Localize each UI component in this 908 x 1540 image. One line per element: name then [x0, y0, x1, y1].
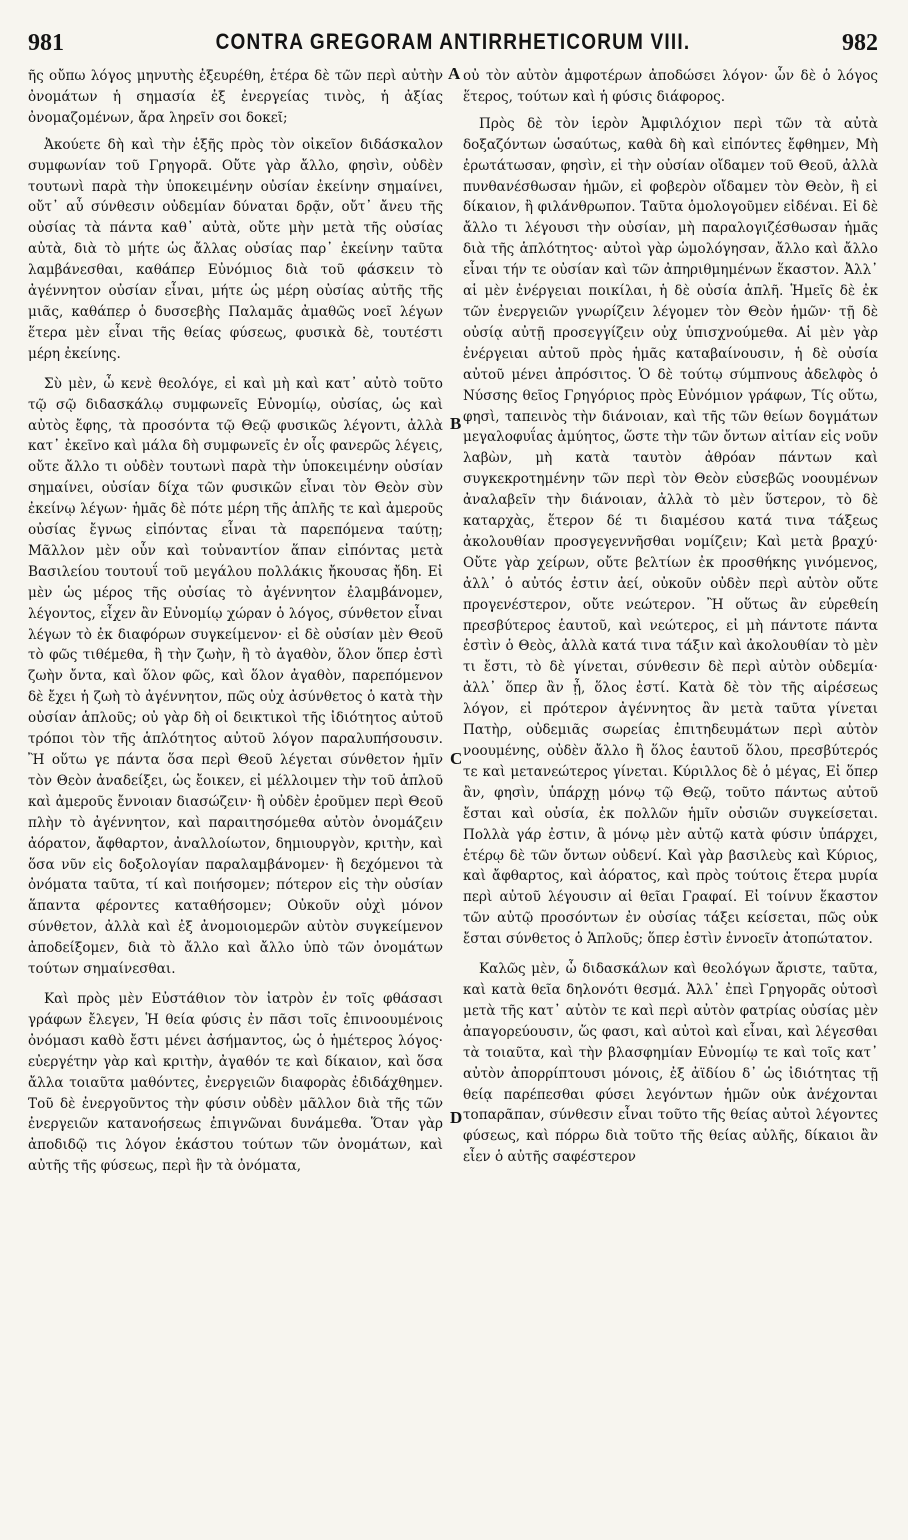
left-paragraph-2: Ἀκούετε δὴ καὶ τὴν ἑξῆς πρὸς τὸν οἰκεῖον διδάσκαλον συμφωνίαν τοῦ Γρηγορᾶ. Οὔτε γὰρ ἄλλο, φησὶν, οὐδὲν τουτωνὶ παρὰ τὴν ὑποκειμένην οὐσίαν ἐκείνην σημαίνει, οὔτ᾿ αὖ σύνθεσιν οὐδεμίαν δύναται δρᾷν, οὔτ᾿ ἄνευ τῆς οὐσίας τὰ πάντα καθ᾿ αὐτὰ, οὔτε μὴν μετὰ τῆς οὐσίας αὐτὰ, διὰ τὸ μήτε ὡς ἄλλας οὐσίας παρ᾿ ἐκείνην ταῦτα λαμβάνεσθαι, καθάπερ Εὐνόμιος διὰ τοῦ φάσκειν τὸ ἀγέννητον οὐσίαν εἶναι, μήτε ὡς μέρη οὐσίας αὐτῆς τῆς μιᾶς, καθάπερ ὁ δυσσεβὴς Παλαμᾶς ἀμαθῶς νοεῖ λέγων ἕτερα μὲν εἶναι τῆς θείας φύσεως, φυσικὰ δὲ, τουτέστι μέρη ἐκείνης.: [28, 136, 443, 362]
page-number-left: 981: [28, 30, 64, 56]
section-marker-b: B: [450, 414, 462, 433]
left-paragraph-4: Καὶ πρὸς μὲν Εὐστάθιον τὸν ἰατρὸν ἐν τοῖς φθάσασι γράφων ἔλεγεν, Ἡ θεία φύσις ἐν πᾶσι τοῖς ἐπινοουμένοις ὀνόμασι καθὸ ἔστι μένει ἀσήμαντος, ὡς ὁ ἡμέτερος λόγος· εὐεργέτην γὰρ καὶ κριτὴν, ἀγαθόν τε καὶ δίκαιον, καὶ ὅσα ἄλλα τοιαῦτα μαθόντες, ἐνεργειῶν διαφορὰς ἐδιδάχθημεν. Τοῦ δὲ ἐνεργοῦντος τὴν φύσιν οὐδὲν μᾶλλον διὰ τῆς τῶν ἐνεργειῶν κατανοήσεως ἐπιγνῶναι δυνάμεθα. Ὅταν γὰρ ἀποδιδῷ τις λόγον ἑκάστου τούτων τῶν ὀνομάτων, καὶ αὐτῆς τῆς φύσεως, περὶ ἣν τὰ ὀνόματα,: [28, 990, 443, 1175]
section-marker-c: C: [450, 749, 463, 768]
right-paragraph-2: Πρὸς δὲ τὸν ἱερὸν Ἀμφιλόχιον περὶ τῶν τὰ αὐτὰ δοξαζόντων ὡσαύτως, καθὰ δὴ καὶ εἰπόντες ἔφθημεν, Μὴ ἐρωτάτωσαν, φησὶν, εἰ τὴν οὐσίαν οἴδαμεν τοῦ Θεοῦ, ἀλλὰ πυνθανέσθωσαν ἡμῶν, εἰ φοβερὸν οἴδαμεν τὸν Θεὸν, ἢ εἰ δίκαιον, ἢ φιλάνθρωπον. Ταῦτα ὁμολογοῦμεν εἰδέναι. Εἰ δὲ ἄλλο τι λέγουσι τὴν οὐσίαν, μὴ παραλογιζέσθωσαν ἡμᾶς διὰ τῆς ἁπλότητος· αὐτοὶ γὰρ ὡμολόγησαν, ἄλλο καὶ ἄλλο εἶναι τήν τε οὐσίαν καὶ τῶν ἀπηριθμημένων ἕκαστον. Ἀλλ᾿ αἱ μὲν ἐνέργειαι ποικίλαι, ἡ δὲ οὐσία ἁπλῆ. Ἡμεῖς δὲ ἐκ τῶν ἐνεργειῶν γνωρίζειν λέγομεν τὸν Θεὸν ἡμῶν· τῇ δὲ οὐσίᾳ αὐτῇ προσεγγίζειν οὐχ ὑπισχνούμεθα. Αἱ μὲν γὰρ ἐνέργειαι αὐτοῦ πρὸς ἡμᾶς καταβαίνουσιν, ἡ δὲ οὐσία αὐτοῦ μένει ἀπρόσιτος. Ὁ δὲ τούτῳ σύμπνους ἀδελφὸς ὁ Νύσσης θεῖος Γρηγόριος πρὸς Εὐνόμιον γράφων, Τίς οὕτω, φησὶ, ταπεινὸς τὴν διάνοιαν, καὶ τῆς τῶν θείων δογμάτων μεγαλοφυΐας ἀμύητος, ὥστε τὴν τῶν ὄντων αἰτίαν εἰς νοῦν λαβὼν, μὴ κατὰ ταυτὸν ἀθρόαν πάντων καὶ συγκεκροτημένην τῶν περὶ τὸν Θεὸν εὐσεβῶς νοουμένων ἀναλαβεῖν τὴν διάνοιαν, ἀλλὰ τὸ μὲν ὕστερον, τὸ δὲ καταρχὰς, ἕτερον δέ τι διαμέσου κατά τινα τάξεως ἀκολουθίαν προσγεγεννῆσθαι νομίζειν; Καὶ μετὰ βραχύ· Οὔτε γὰρ χείρων, οὔτε βελτίων ἐκ προσθήκης γινόμενος, ἀλλ᾿ ὁ αὐτός ἐστιν ἀεί, οὐκοῦν οὐδὲν περὶ αὐτὸν οὔτε προγενέστερον, οὔτε νεώτερον. Ἢ οὕτως ἂν εὑρεθείη πρεσβύτερος ἑαυτοῦ, καὶ νεώτερος, εἰ μὴ πάντοτε πάντα ἐστὶν ὁ Θεὸς, ἀλλὰ κατά τινα τάξιν καὶ ἀκολουθίαν τὸ μὲν τι ἔστι, τὸ δὲ γίνεται, σύνθεσιν δὲ περὶ αὐτὸν οὐδεμία· ἀλλ᾿ ὅπερ ἂν ᾖ, ὅλος ἐστί. Κατὰ δὲ τὸν τῆς αἱρέσεως λόγον, εἰ πρότερον ἀγέννητος ἂν μετὰ ταῦτα γίνεται Πατὴρ, οὐδεμιᾶς σωρείας ἐπιτηδευμάτων περὶ αὐτὸν νοουμένης, οὐδὲν ἄλλο ἢ ὅλος ἑαυτοῦ ὅλου, πρεσβύτερός τε καὶ μετανεώτερος γίνεται. Κύριλλος δὲ ὁ μέγας, Εἰ ὅπερ ἂν, φησὶν, ὑπάρχῃ μόνῳ τῷ Θεῷ, τοῦτο πάντως αὐτοῦ ἔσται καὶ οὐσία, ἐκ πολλῶν ἡμῖν οὐσιῶν συγκείσεται. Πολλὰ γάρ ἐστιν, ἃ μόνῳ μὲν αὐτῷ κατὰ φύσιν ὑπάρχει, ἑτέρῳ δὲ τῶν ὄντων οὐδενί. Καὶ γὰρ βασιλεὺς καὶ Κύριος, καὶ ἄφθαρτος, καὶ ἀόρατος, καὶ πρὸς τούτοις ἕτερα μυρία περὶ αὐτοῦ λέγουσιν αἱ θεῖαι Γραφαί. Εἰ τοίνυν ἕκαστον τῶν αὐτῷ προσόντων ἐν οὐσίας τάξει κείσεται, πῶς οὐκ ἔσται σύνθετος ὁ Ἁπλοῦς; ὅπερ ἐστὶν ἐννοεῖν ἀτοπώτατον.: [463, 115, 878, 948]
left-column: [28, 66, 443, 1516]
section-marker-d: D: [450, 1108, 463, 1127]
left-paragraph-3: Σὺ μὲν, ὦ κενὲ θεολόγε, εἰ καὶ μὴ καὶ κατ᾿ αὐτὸ τοῦτο τῷ σῷ διδασκάλῳ συμφωνεῖς Εὐνομίῳ, οὐσίας, ὡς καὶ αὐτὸς ἔφης, τὰ προσόντα τῷ Θεῷ φυσικῶς λέγοντι, ἀλλὰ κατ᾿ ἐκεῖνο καὶ μάλα δὴ συμφωνεῖς ἐν οἷς φανερῶς λέγεις, οὔτε ἄλλο τι οὐδὲν τουτωνὶ παρὰ τὴν ὑποκειμένην οὐσίαν σημαίνει, οὐσίαν δίχα τῶν φυσικῶν εἶναι τὸν Θεὸν σὺν ἐκείνῳ λέγων· ἡμᾶς δὲ πότε μέρη τῆς ἁπλῆς τε καὶ ἀμεροῦς οὐσίας ἔγνως εἰπόντας εἶναι τὰ παρεπόμενα ταύτῃ; Μᾶλλον μὲν οὖν καὶ τοὐναντίον ἅπαν εἰπόντας μετὰ Βασιλείου τουτουΐ τοῦ μεγάλου πολλάκις ἤκουσας ἤδη. Εἰ μὲν ὡς μέρος τῆς οὐσίας τὸ ἀγέννητον ἐλαμβάνομεν, λέγοντος, εἶχεν ἂν Εὐνομίῳ χώραν ὁ λόγος, σύνθετον εἶναι λέγων τὸ ἐκ διαφόρων συγκείμενον· εἰ δὲ οὐσίαν μὲν Θεοῦ τὸ φῶς τιθέμεθα, ἢ τὴν ζωὴν, ἢ τὸ ἀγαθὸν, ὅλον ὅπερ ἐστὶ ζωὴν ὄντα, καὶ ὅλον φῶς, καὶ ὅλον ἀγαθὸν, παρεπόμενον δὲ ἔχει ἡ ζωὴ τὸ ἀγέννητον, πῶς οὐχ ἀσύνθετος ὁ κατὰ τὴν οὐσίαν ἁπλοῦς; οὐ γὰρ δὴ οἱ δεικτικοὶ τῆς ἰδιότητος αὐτοῦ τρόποι τὸν τῆς ἁπλότητος αὐτοῦ λόγον παραλυπήσουσιν. Ἢ οὕτω γε πάντα ὅσα περὶ Θεοῦ λέγεται σύνθετον ἡμῖν τὸν Θεὸν ἀναδείξει, ὡς ἔοικεν, εἰ μέλλοιμεν τὴν τοῦ ἁπλοῦ καὶ ἀμεροῦς ἔννοιαν διασώζειν· ἢ οὐδὲν ἐροῦμεν περὶ Θεοῦ πλὴν τὸ ἀγέννητον, καὶ παραιτησόμεθα αὐτὸν ὀνομάζειν ἀόρατον, ἄφθαρτον, ἀναλλοίωτον, δημιουργὸν, κριτὴν, καὶ ὅσα νῦν εἰς δοξολογίαν παραλαμβάνομεν· ἢ δεχόμενοι τὰ ὀνόματα ταῦτα, τί καὶ ποιήσομεν; πότερον εἰς τὴν οὐσίαν ἅπαντα φέροντες καταθήσομεν; Οὐκοῦν οὐχὶ μόνον σύνθετον, ἀλλὰ καὶ ἐξ ἀνομοιομερῶν αὐτὸν συγκείμενον ἀποδείξομεν, διὰ τὸ ἄλλο καὶ ἄλλο ὑπὸ τῶν ὀνομάτων τούτων σημαίνεσθαι.: [28, 375, 443, 978]
right-paragraph-1: οὐ τὸν αὐτὸν ἀμφοτέρων ἀποδώσει λόγον· ὧν δὲ ὁ λόγος ἕτερος, τούτων καὶ ἡ φύσις διάφορος.: [463, 68, 878, 105]
left-paragraph-1: ῆς οὔπω λόγος μηνυτὴς ἐξευρέθη, ἑτέρα δὲ τῶν περὶ αὐτὴν ὀνομάτων ἡ σημασία ἐξ ἐνεργείας τινὸς, ἡ ἀξίας ὀνομαζομένων, ἄρα ληρεῖν σοι δοκεῖ;: [28, 68, 443, 126]
page-header: [28, 30, 878, 64]
section-marker-a: A: [448, 64, 461, 83]
running-title: CONTRA GREGORAM ANTIRRHETICORUM VIII.: [215, 30, 691, 55]
right-paragraph-3: Καλῶς μὲν, ὦ διδασκάλων καὶ θεολόγων ἄριστε, ταῦτα, καὶ κατὰ θεῖα δηλονότι θεσμά. Ἀλλ᾿ ἐπεὶ Γρηγορᾶς οὑτοσὶ μετὰ τῆς κατ᾿ αὐτὸν τε καὶ περὶ αὐτὸν φατρίας οὐσίας μὲν ἀπαγορεύουσιν, ὥς φασι, καὶ αὐτοὶ καὶ εἶναι, καὶ λέγεσθαι τὰ τοιαῦτα, καὶ τὴν βλασφημίαν Εὐνομίῳ τε καὶ τοῖς κατ᾿ αὐτὸν ἀπορρίπτουσι μόνοις, ἐξ ἀϊδίου δ᾿ ὡς ἰδιότητας τῇ θείᾳ παρέπεσθαι φύσει λεγόντων ἡμῶν οὐκ ἀνέχονται τοπαρᾶπαν, σύνθεσιν εἶναι τοῦτο τῆς θείας αὐτοὶ λέγοντες φύσεως, καὶ πόρρω διὰ τοῦτο τῆς θείας αὐλῆς, δίκαιοι ἂν εἶεν ὁ αὐτῆς σαφέστερον: [463, 961, 878, 1166]
right-column: [463, 66, 878, 1516]
page-number-right: 982: [842, 30, 878, 56]
